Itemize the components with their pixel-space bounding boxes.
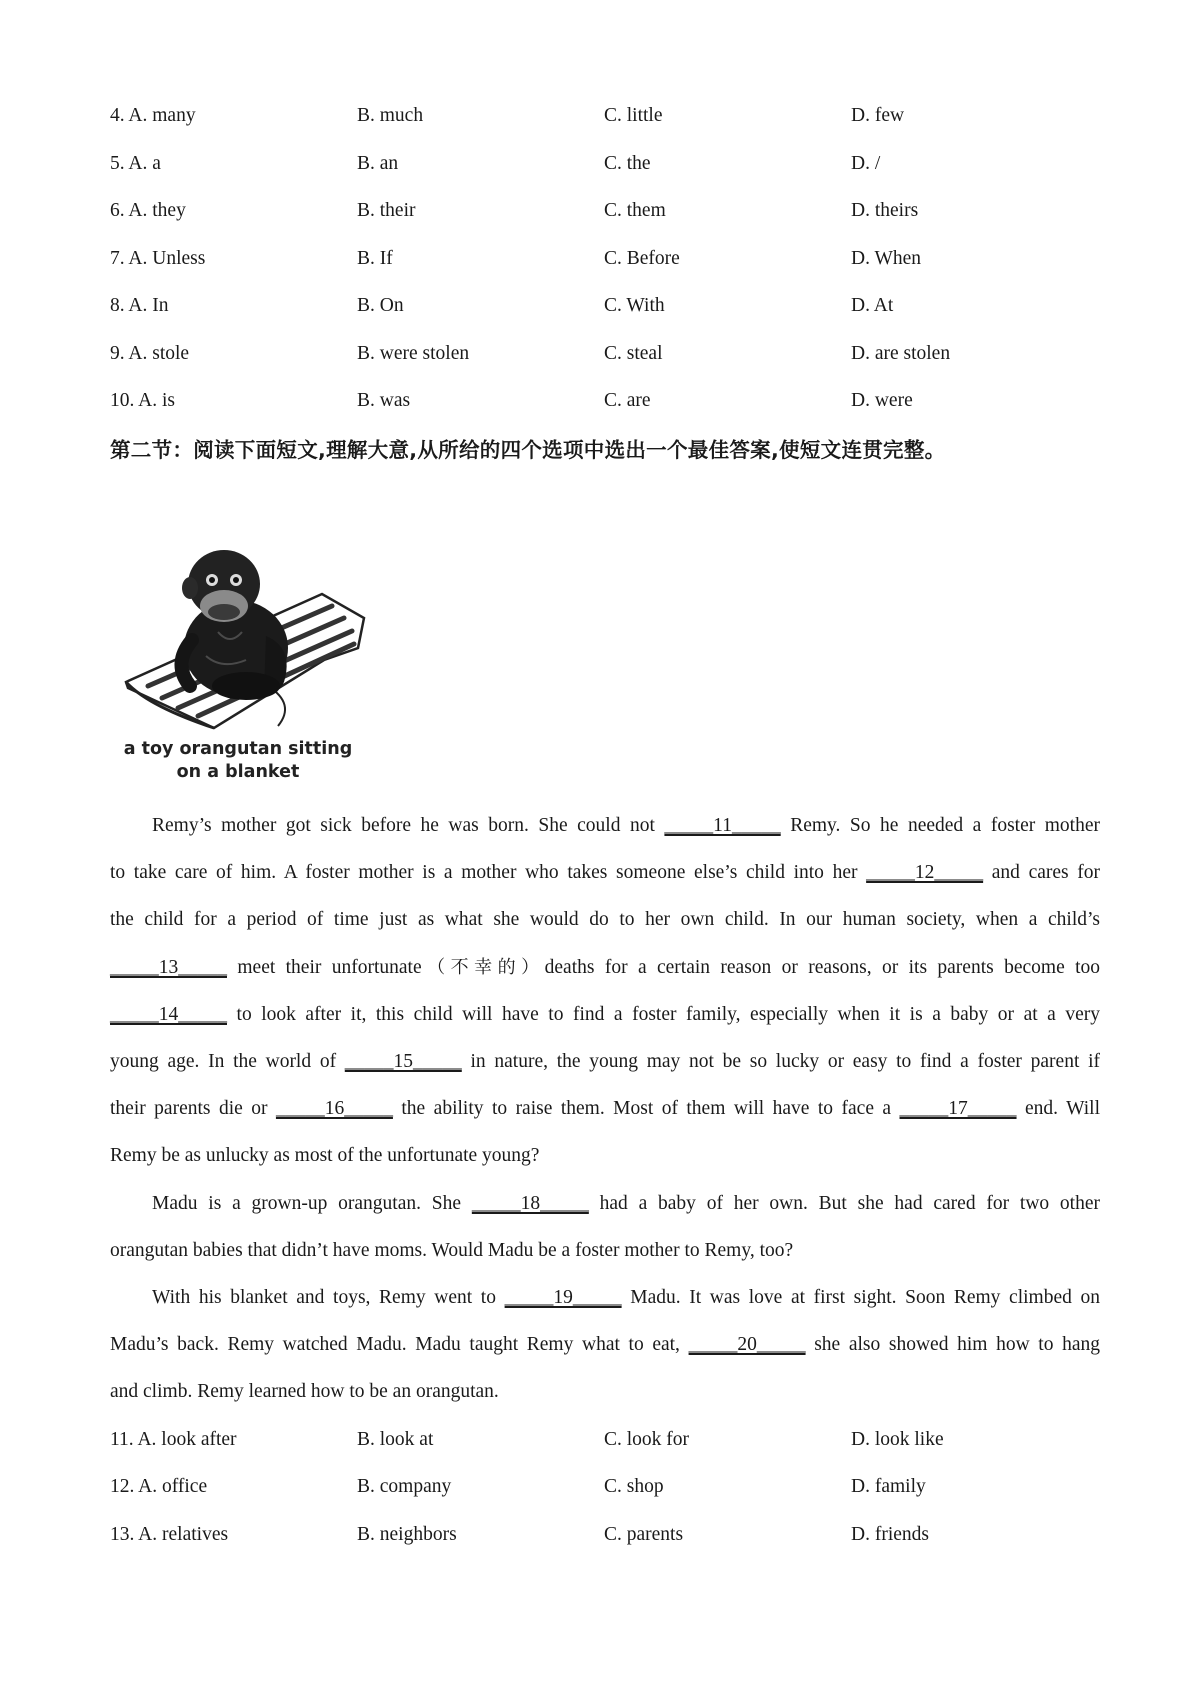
option-b: B. their: [357, 200, 416, 221]
blank-11: _____11_____: [664, 815, 781, 836]
chinese-gloss: （不幸的）: [421, 957, 545, 978]
option-b: B. If: [357, 248, 393, 269]
question-9-options: [110, 339, 1110, 369]
passage-line: [110, 1141, 1100, 1171]
passage-text: orangutan babies that didn’t have moms. Would Madu be a foster mother to Remy, too?: [110, 1240, 794, 1261]
blank-15: _____15_____: [344, 1051, 462, 1072]
blank-17: _____17_____: [899, 1098, 1017, 1119]
option-c: C. them: [604, 200, 666, 221]
section-heading: 第二节：阅读下面短文,理解大意,从所给的四个选项中选出一个最佳答案,使短文连贯完整。: [110, 438, 946, 462]
passage-text: the ability to raise them. Most of them will have to face a: [392, 1098, 900, 1119]
passage-line: [152, 811, 1100, 841]
question-11-options: [110, 1425, 1110, 1455]
option-a: 12. A. office: [110, 1476, 208, 1497]
passage-text: she also showed him how to hang: [805, 1334, 1100, 1355]
passage-text: Madu is a grown-up orangutan. She: [152, 1193, 472, 1214]
blank-14: _____14_____: [110, 1004, 227, 1025]
question-13-options: [110, 1520, 1110, 1550]
passage-text: deaths for a certain reason or reasons, or its parents become too: [544, 957, 1101, 978]
orangutan-icon: [181, 550, 288, 700]
option-c: C. With: [604, 295, 665, 316]
passage-line: [110, 1094, 1100, 1124]
option-d: D. friends: [851, 1524, 929, 1545]
passage-line: [110, 858, 1100, 888]
blank-20: _____20_____: [688, 1334, 806, 1355]
option-b: B. an: [357, 153, 399, 174]
option-d: D. look like: [851, 1429, 944, 1450]
option-b: B. On: [357, 295, 404, 316]
passage-text: With his blanket and toys, Remy went to: [152, 1287, 505, 1308]
option-b: B. was: [357, 390, 411, 411]
passage-text: Madu. It was love at first sight. Soon Remy climbed on: [621, 1287, 1100, 1308]
question-12-options: [110, 1472, 1110, 1502]
question-6-options: [110, 196, 1110, 226]
passage-text: and climb. Remy learned how to be an orangutan.: [110, 1381, 499, 1402]
option-a: 9. A. stole: [110, 343, 190, 364]
option-b: B. much: [357, 105, 424, 126]
option-d: D. few: [851, 105, 905, 126]
question-7-options: [110, 244, 1110, 274]
passage-line: [110, 953, 1100, 983]
option-a: 4. A. many: [110, 105, 196, 126]
passage-line: [152, 1189, 1100, 1219]
passage-text: young age. In the world of: [110, 1051, 345, 1072]
option-a: 5. A. a: [110, 153, 161, 174]
option-a: 6. A. they: [110, 200, 186, 221]
blank-12: _____12_____: [866, 862, 984, 883]
option-b: B. company: [357, 1476, 452, 1497]
option-d: D. At: [851, 295, 894, 316]
passage-text: meet their unfortunate: [227, 957, 422, 978]
passage-text: Remy. So he needed a foster mother: [780, 815, 1100, 836]
passage-text: to take care of him. A foster mother is a mother who takes someone else’s child into her: [110, 862, 867, 883]
passage-line: [110, 1236, 1100, 1266]
question-4-options: [110, 101, 1110, 131]
option-d: D. /: [851, 153, 881, 174]
question-5-options: [110, 149, 1110, 179]
option-c: C. shop: [604, 1476, 664, 1497]
passage-line: [110, 1330, 1100, 1360]
option-a: 13. A. relatives: [110, 1524, 229, 1545]
question-10-options: [110, 386, 1110, 416]
option-c: C. little: [604, 105, 663, 126]
blank-19: _____19_____: [504, 1287, 622, 1308]
orangutan-figure: [118, 536, 378, 786]
figure-caption-line2: on a blanket: [176, 762, 300, 782]
passage-text: Remy be as unlucky as most of the unfortunate young?: [110, 1145, 540, 1166]
passage-text: and cares for: [983, 862, 1100, 883]
option-d: D. When: [851, 248, 922, 269]
blank-18: _____18_____: [471, 1193, 589, 1214]
option-b: B. look at: [357, 1429, 434, 1450]
passage-line: [110, 1047, 1100, 1077]
option-c: C. Before: [604, 248, 680, 269]
passage-text: the child for a period of time just as what she would do to her own child. In our human society, when a child’s: [110, 909, 1100, 930]
option-a: 7. A. Unless: [110, 248, 206, 269]
passage-line: [110, 905, 1100, 935]
passage-text: to look after it, this child will have to find a foster family, especially when it is a baby or at a very: [227, 1004, 1100, 1025]
blank-16: _____16_____: [275, 1098, 393, 1119]
passage-text: in nature, the young may not be so lucky or easy to find a foster parent if: [461, 1051, 1100, 1072]
option-c: C. are: [604, 390, 651, 411]
passage-line: [110, 1377, 1100, 1407]
option-b: B. neighbors: [357, 1524, 457, 1545]
option-d: D. theirs: [851, 200, 919, 221]
passage-line: [152, 1283, 1100, 1313]
passage-line: [110, 1000, 1100, 1030]
option-c: C. look for: [604, 1429, 690, 1450]
option-b: B. were stolen: [357, 343, 470, 364]
orangutan-illustration: [118, 536, 378, 736]
option-a: 10. A. is: [110, 390, 176, 411]
passage-text: Remy’s mother got sick before he was born. She could not: [152, 815, 665, 836]
option-d: D. family: [851, 1476, 926, 1497]
passage-text: had a baby of her own. But she had cared for two other: [588, 1193, 1101, 1214]
option-d: D. were: [851, 390, 913, 411]
option-a: 8. A. In: [110, 295, 169, 316]
passage-text: Madu’s back. Remy watched Madu. Madu taught Remy what to eat,: [110, 1334, 689, 1355]
question-8-options: [110, 291, 1110, 321]
option-a: 11. A. look after: [110, 1429, 237, 1450]
option-d: D. are stolen: [851, 343, 951, 364]
option-c: C. the: [604, 153, 651, 174]
option-c: C. parents: [604, 1524, 684, 1545]
passage-text: their parents die or: [110, 1098, 276, 1119]
option-c: C. steal: [604, 343, 663, 364]
passage-text: end. Will: [1016, 1098, 1100, 1119]
blank-13: _____13_____: [110, 957, 227, 978]
figure-caption-line1: a toy orangutan sitting: [123, 739, 353, 759]
